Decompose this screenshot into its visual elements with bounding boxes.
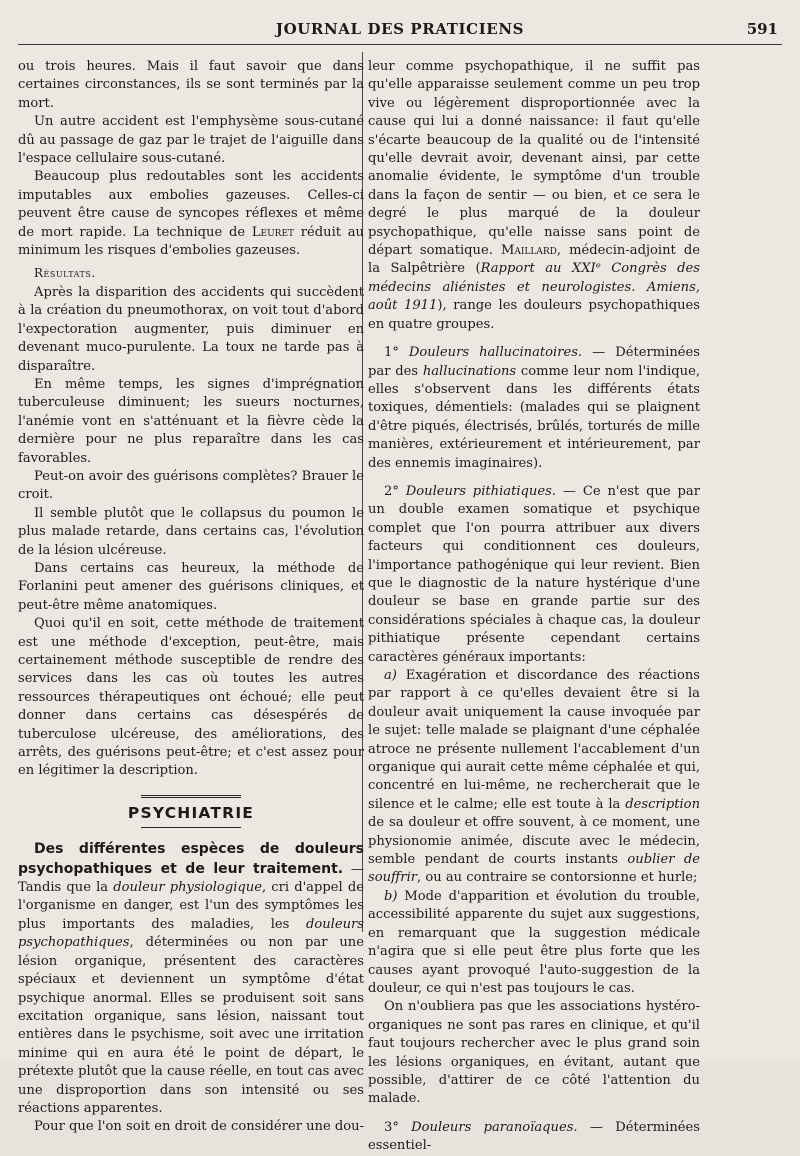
paragraph: Dans certains cas heureux, la méthode de Forlanini peut amener des guérisons cliniques, et peut-être même anatomiques.	[18, 560, 364, 613]
section-subheading: Résultats.	[34, 266, 96, 281]
paragraph: On n'oubliera pas que les associations hystéro-organiques ne sont pas rares en clinique, et qu'il faut toujours rechercher avec le plus grand soin les lésions organiques, en évitant, autant que possible, d'attirer de ce côté l'attention du malade.	[368, 999, 700, 1107]
left-column	[18, 58, 364, 1137]
paragraph: Quoi qu'il en soit, cette méthode de traitement est une méthode d'exception, peut-être, mais certainement méthode susceptible de rendre des services dans les cas où toutes les autres ressources thérapeutiques ont échoué; elle peut donner dans certains cas désespérés de tuberculose ulcéreuse, des améliorations, des arrêts, des guérisons peut-être; et c'est assez pour en légitimer la description.	[18, 616, 364, 779]
paragraph: a) Exagération et discordance des réactions par rapport à ce qu'elles devaient être si la douleur avait uniquement la cause invoquée par le sujet: telle malade se plaignant d'une céphalée atroce ne présente nullement l'accablement d'un organique qui aurait cette même céphalée et qui, concentré en lui-même, ne rechercherait que le silence et le calme; elle est toute à la description de sa douleur et offre souvent, à ce moment, une physionomie animée, discute avec le médecin, semble pendant de courts instants oublier de souffrir, ou au contraire se contorsionne et hurle;	[368, 668, 700, 886]
paragraph: 2° Douleurs pithiatiques. — Ce n'est que par un double examen somatique et psychique complet que l'on pourra attribuer aux divers facteurs qui conditionnent ces douleurs, l'importance pathogénique qui leur revient. Bien que le diagnostic de la nature hystérique d'une douleur se base en grande partie sur des considérations spéciales à chaque cas, la douleur pithiatique présente cependant certains caractères généraux importants:	[368, 483, 700, 665]
citation: Rapport au XXIᵉ Congrès des médecins aliénistes et neurologistes. Amiens, août 1911	[368, 261, 700, 314]
paragraph: 3° Douleurs paranoïaques. — Déterminées essentiel-	[368, 1119, 700, 1154]
paragraph: Un autre accident est l'emphysème sous-cutané dû au passage de gaz par le trajet de l'aiguille dans l'espace cellulaire sous-cutané.	[18, 114, 364, 167]
paragraph: ou trois heures. Mais il faut savoir que dans certaines circonstances, ils se sont terminés par la mort.	[18, 59, 364, 111]
subheading: Douleurs pithiatiques.	[405, 483, 556, 499]
paragraph: En même temps, les signes d'imprégnation tuberculeuse diminuent; les sueurs nocturnes, l'anémie vont en s'atténuant et la fièvre cède la dernière pour ne plus reparaître dans les cas favorables.	[18, 376, 364, 466]
section-rule-top	[141, 795, 241, 798]
paragraph: Après la disparition des accidents qui succèdent à la création du pneumothorax, on voit tout d'abord l'expectoration augmenter, puis diminuer en devenant muco-purulente. La toux ne tarde pas à disparaître.	[18, 284, 364, 374]
paragraph: 1° Douleurs hallucinatoires. — Déterminées par des hallucinations comme leur nom l'indique, elles s'observent dans les différents états toxiques, démentiels: (malades qui se plaignent d'être piqués, électrisés, brûlés, torturés de mille manières, extérieurement et intérieurement, par des ennemis imaginaires).	[368, 345, 700, 471]
paragraph: b) Mode d'apparition et évolution du trouble, accessibilité apparente du sujet aux suggestions, en remarquant que la suggestion médicale n'agira que si elle peut être plus forte que les causes ayant provoqué l'auto-suggestion de la douleur, ce qui n'est pas toujours le cas.	[368, 888, 700, 996]
author-name: Leuret	[251, 224, 295, 240]
subheading: Douleurs paranoïaques.	[411, 1119, 578, 1135]
section-rule-bottom	[141, 827, 241, 828]
author-name: Maillard	[500, 243, 557, 259]
journal-title: JOURNAL DES PRATICIENS	[275, 20, 525, 38]
page-number: 591	[746, 20, 778, 38]
paragraph: Il semble plutôt que le collapsus du poumon le plus malade retarde, dans certains cas, l'évolution de la lésion ulcéreuse.	[18, 505, 364, 558]
article-paragraph: Des différentes espèces de douleurs psychopathiques et de leur traitement. — Tandis que la douleur physiologique, cri d'appel de l'organisme en danger, est l'un des symptômes les plus importants des maladies, les douleurs psychopathiques, déterminées ou non par une lésion organique, présentent des caractères spéciaux et deviennent un symptôme d'état psychique anormal. Elles se produisent soit sans excitation organique, sans lésion, naissant tout entières dans le psychisme, soit avec une irritation minime qui en aura été le point de départ, le prétexte plutôt que la cause réelle, en tout cas avec une disproportion dans son intensité ou ses réactions apparentes.	[18, 841, 364, 1116]
running-header	[18, 16, 782, 45]
paragraph: Pour que l'on soit en droit de considérer une dou-	[34, 1119, 365, 1135]
right-column	[368, 58, 700, 1156]
paragraph: leur comme psychopathique, il ne suffit pas qu'elle apparaisse seulement comme un peu trop vive ou légèrement disproportionnée avec la cause qui lui a donné naissance: il faut qu'elle s'écarte beaucoup de la qualité ou de l'intensité qu'elle devrait avoir, devenant ainsi, par cette anomalie évidente, le symptôme d'un trouble dans la façon de sentir — ou bien, et ce sera le degré le plus marqué de la douleur psychopathique, qu'elle naisse sans point de départ somatique. Maillard, médecin-adjoint de la Salpêtrière (Rapport au XXIᵉ Congrès des médecins aliénistes et neurologistes. Amiens, août 1911), range les douleurs psychopathiques en quatre groupes.	[368, 59, 700, 332]
paragraph: Peut-on avoir des guérisons complètes? Brauer le croit.	[18, 468, 364, 503]
subheading: Douleurs hallucinatoires.	[408, 345, 583, 361]
paragraph: Beaucoup plus redoutables sont les accidents imputables aux embolies gazeuses. Celles-ci peuvent être cause de syncopes réflexes et même de mort rapide. La technique de Leuret réduit au minimum les risques d'embolies gazeuses.	[18, 169, 364, 259]
article-title: Des différentes espèces de douleurs psychopathiques et de leur traitement.	[18, 841, 364, 877]
section-title: PSYCHIATRIE	[127, 803, 255, 822]
